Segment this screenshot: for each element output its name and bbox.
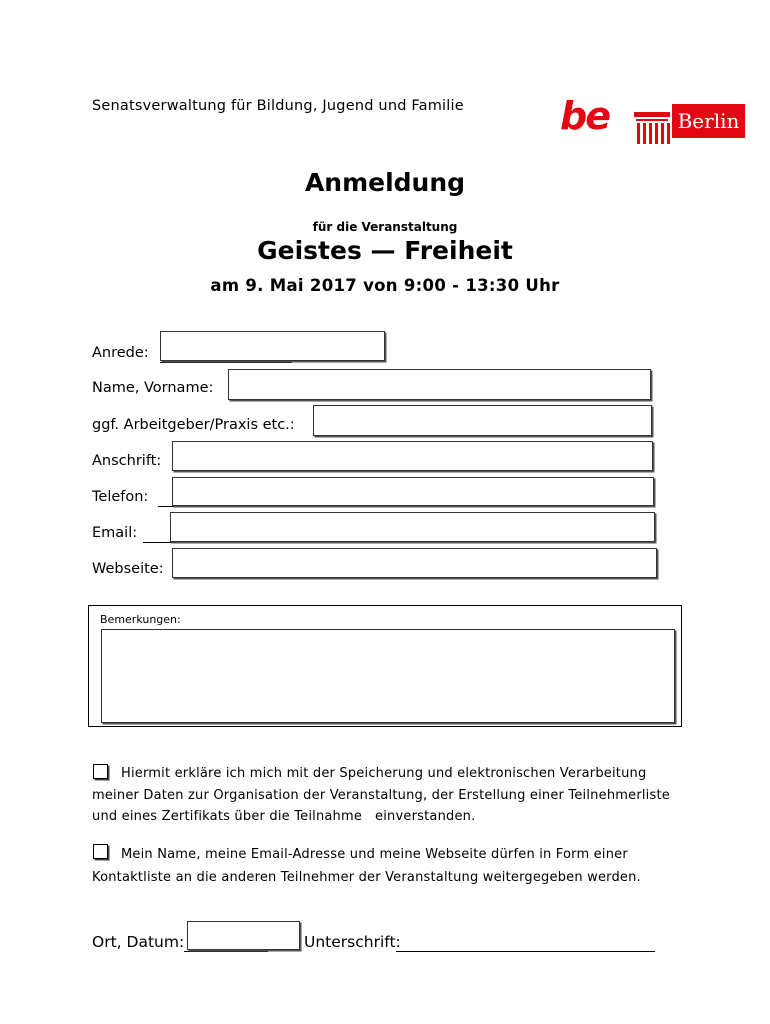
data-processing-text-line3: und eines Zertifikats über die Teilnahme einverstanden. [92, 809, 476, 824]
signature-label: Unterschrift: [304, 933, 401, 951]
address-input[interactable] [172, 441, 653, 471]
name-input[interactable] [228, 369, 651, 400]
anrede-label: Anrede: [92, 345, 149, 361]
phone-input[interactable] [172, 477, 654, 506]
website-input[interactable] [172, 548, 657, 578]
contact-list-text-line2: Kontaktliste an die anderen Teilnehmer der Veranstaltung weitergegeben werden. [92, 870, 641, 885]
logo-berlin-text: Berlin [677, 109, 740, 133]
place-date-label: Ort, Datum: [92, 933, 185, 951]
logo-berlin-box [672, 104, 745, 138]
email-label: Email: [92, 525, 138, 541]
brandenburg-gate-icon [632, 112, 672, 144]
employer-input[interactable] [313, 405, 652, 436]
remarks-textarea[interactable] [101, 629, 675, 723]
data-processing-text-line1: Hiermit erkläre ich mich mit der Speicherung und elektronischen Verarbeitung [121, 766, 647, 781]
contact-list-text-line1: Mein Name, meine Email-Adresse und meine Webseite dürfen in Form einer [121, 847, 628, 862]
event-date: am 9. Mai 2017 von 9:00 - 13:30 Uhr [210, 276, 560, 295]
anrede-underline [160, 362, 292, 363]
address-label: Anschrift: [92, 453, 162, 469]
website-label: Webseite: [92, 561, 164, 577]
berlin-logo [560, 94, 745, 144]
signature-line[interactable] [396, 951, 655, 952]
anrede-input[interactable] [160, 331, 385, 361]
place-date-input[interactable] [187, 921, 300, 950]
remarks-label: Bemerkungen: [100, 613, 181, 626]
event-name: Geistes — Freiheit [257, 236, 513, 265]
data-processing-checkbox[interactable] [93, 764, 108, 779]
employer-label: ggf. Arbeitgeber/Praxis etc.: [92, 417, 295, 433]
name-label: Name, Vorname: [92, 380, 214, 396]
phone-label: Telefon: [92, 489, 149, 505]
place-date-underline [184, 951, 268, 952]
email-underline [143, 542, 361, 543]
contact-list-checkbox[interactable] [93, 844, 108, 859]
email-input[interactable] [170, 512, 655, 542]
data-processing-text-line2: meiner Daten zur Organisation der Veranstaltung, der Erstellung einer Teilnehmerliste [92, 788, 670, 803]
phone-underline [158, 506, 358, 507]
event-subtitle: für die Veranstaltung [312, 220, 458, 234]
page-title: Anmeldung [304, 168, 466, 197]
logo-be-text: be [560, 94, 609, 138]
department-name: Senatsverwaltung für Bildung, Jugend und Familie [92, 98, 464, 114]
